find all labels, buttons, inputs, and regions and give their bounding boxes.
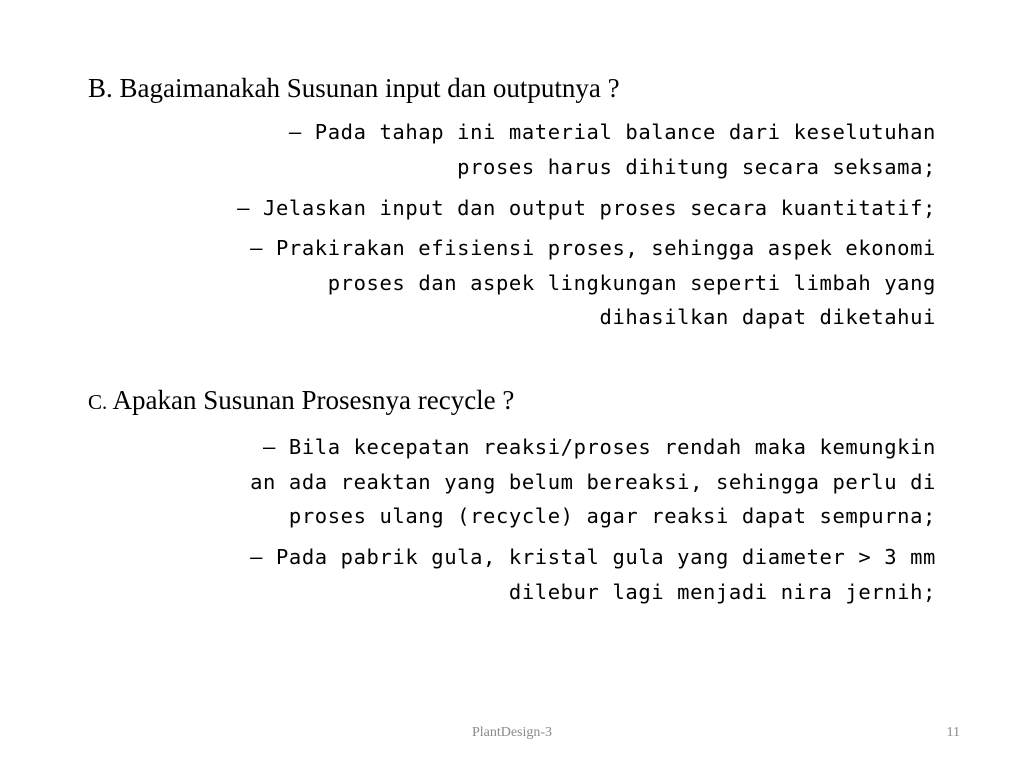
section-c-title: Apakan Susunan Prosesnya recycle ? xyxy=(107,385,515,415)
bullet-line: – Jelaskan input dan output proses secara kuantitatif; xyxy=(237,196,936,220)
section-b-title: B. Bagaimanakah Susunan input dan outputnya ? xyxy=(88,73,620,103)
section-c-prefix: C. xyxy=(88,390,108,414)
bullet-line: – Pada pabrik gula, kristal gula yang diameter > 3 mm xyxy=(250,545,936,569)
section-c-bullet-reaction-rate xyxy=(250,430,936,534)
bullet-line: – Bila kecepatan reaksi/proses rendah maka kemungkin xyxy=(263,435,936,459)
section-c-heading xyxy=(88,384,514,418)
bullet-line: proses ulang (recycle) agar reaksi dapat sempurna; xyxy=(288,504,936,528)
section-b-bullet-input-output xyxy=(237,191,936,226)
slide-number: 11 xyxy=(946,725,960,740)
section-b-bullet-efficiency xyxy=(250,231,936,335)
bullet-line: proses harus dihitung secara seksama; xyxy=(457,154,936,179)
bullet-line: dihasilkan dapat diketahui xyxy=(599,305,936,329)
bullet-line: – Prakirakan efisiensi proses, sehingga aspek ekonomi xyxy=(250,236,936,260)
section-b-bullet-material-balance xyxy=(289,115,936,184)
footer-label: PlantDesign-3 xyxy=(471,725,553,740)
bullet-line: proses dan aspek lingkungan seperti limbah yang xyxy=(327,270,936,295)
bullet-line: – Pada tahap ini material balance dari keselutuhan xyxy=(288,120,936,144)
bullet-line: an ada reaktan yang belum bereaksi, sehingga perlu di xyxy=(250,469,936,494)
section-c-bullet-sugar-factory xyxy=(250,540,936,609)
bullet-line: dilebur lagi menjadi nira jernih; xyxy=(508,579,936,604)
section-b-heading xyxy=(88,72,620,104)
